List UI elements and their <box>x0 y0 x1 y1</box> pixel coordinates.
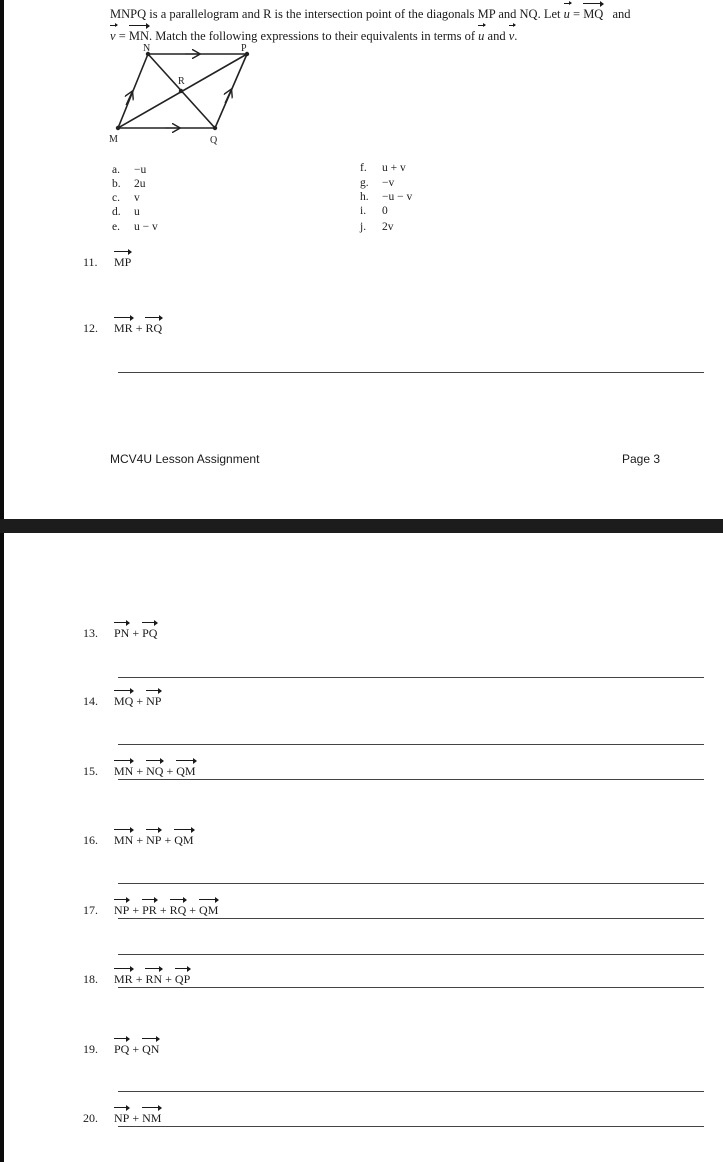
vector-v-symbol-2: v <box>509 28 515 44</box>
page-break-bar <box>0 519 723 533</box>
option-g: g. −v <box>360 177 395 189</box>
vector-u-symbol-2: u <box>478 28 484 44</box>
option-c: c. v <box>112 192 140 204</box>
option-d: d. u <box>112 206 140 218</box>
intro-line-1: MNPQ is a parallelogram and R is the intersection point of the diagonals MP and NQ. Let u = MQ and <box>110 6 670 22</box>
option-b: b. 2u <box>112 178 146 190</box>
option-i: i. 0 <box>360 205 388 217</box>
answer-line-15[interactable] <box>118 779 704 780</box>
question-20: 20. NP + NM <box>83 1111 161 1126</box>
label-p: P <box>241 43 247 54</box>
option-e: e. u − v <box>112 221 158 233</box>
label-m: M <box>109 134 118 145</box>
footer-course: MCV4U Lesson Assignment <box>110 452 260 466</box>
question-12: 12. MR + RQ <box>83 321 162 336</box>
parallelogram-diagram <box>105 42 265 150</box>
vector-mq: MQ <box>583 8 603 21</box>
question-14: 14. MQ + NP <box>83 694 161 709</box>
answer-line-20[interactable] <box>118 1126 704 1127</box>
answer-line-17a[interactable] <box>118 918 704 919</box>
question-17: 17. NP + PR + RQ + QM <box>83 903 218 918</box>
option-f: f. u + v <box>360 162 406 174</box>
option-j: j. 2v <box>360 221 394 233</box>
answer-line-16[interactable] <box>118 883 704 884</box>
footer-page-number: Page 3 <box>622 452 661 466</box>
question-19: 19. PQ + QN <box>83 1042 159 1057</box>
vector-v-symbol: v <box>110 28 116 44</box>
option-h: h. −u − v <box>360 191 413 203</box>
question-16: 16. MN + NP + QM <box>83 833 194 848</box>
label-q: Q <box>210 135 218 146</box>
answer-line-17b[interactable] <box>118 954 704 955</box>
answer-line-19[interactable] <box>118 1091 704 1092</box>
option-a: a. −u <box>112 164 147 176</box>
vector-u-symbol: u <box>564 6 570 22</box>
question-15: 15. MN + NQ + QM <box>83 764 196 779</box>
label-n: N <box>143 43 151 54</box>
answer-line-14[interactable] <box>118 744 704 745</box>
intro-line-2: v = MN . Match the following expressions to their equivalents in terms of u and v . <box>110 28 670 44</box>
question-18: 18. MR + RN + QP <box>83 972 190 987</box>
question-11: 11. MP <box>83 255 131 270</box>
question-13: 13. PN + PQ <box>83 626 157 641</box>
answer-line-18[interactable] <box>118 987 704 988</box>
left-edge-bar <box>0 0 4 1162</box>
answer-line-12[interactable] <box>118 372 704 373</box>
label-r: R <box>178 76 185 87</box>
vector-mn: MN <box>129 30 149 43</box>
answer-line-13[interactable] <box>118 677 704 678</box>
